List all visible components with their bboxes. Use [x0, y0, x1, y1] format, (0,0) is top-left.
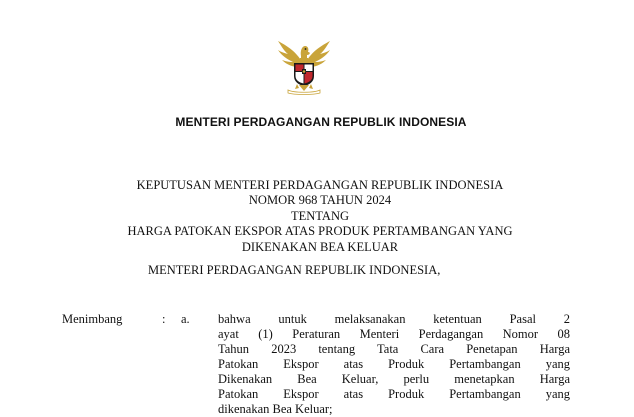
ministry-header: MENTERI PERDAGANGAN REPUBLIK INDONESIA: [175, 115, 467, 129]
consideration-text-line: Tahun 2023 tentang Tata Cara Penetapan Harga: [218, 342, 570, 356]
consideration-text-line: Dikenakan Bea Keluar, perlu menetapkan Harga: [218, 372, 570, 386]
opening-statement: MENTERI PERDAGANGAN REPUBLIK INDONESIA,: [148, 263, 441, 277]
consideration-text-line: dikenakan Bea Keluar;: [218, 402, 333, 416]
garuda-pancasila-emblem-icon: [274, 38, 334, 96]
consideration-label: Menimbang: [62, 312, 123, 326]
decree-number: NOMOR 968 TAHUN 2024: [248, 193, 392, 208]
consideration-text-line: bahwa untuk melaksanakan ketentuan Pasal 2: [218, 312, 570, 326]
decree-heading: [0, 178, 634, 255]
decree-title: KEPUTUSAN MENTERI PERDAGANGAN REPUBLIK INDONESIA: [136, 178, 504, 192]
consideration-item-letter: a.: [181, 312, 190, 326]
decree-subject-line-1: HARGA PATOKAN EKSPOR ATAS PRODUK PERTAMBANGAN YANG: [127, 224, 513, 239]
consideration-text-line: Patokan Ekspor atas Produk Pertambangan yang: [218, 387, 570, 401]
consideration-text-line: ayat (1) Peraturan Menteri Perdagangan Nomor 08: [218, 327, 570, 341]
consideration-colon: :: [162, 312, 166, 326]
decree-subject-line-2: DIKENAKAN BEA KELUAR: [241, 239, 399, 254]
consideration-item-text: [218, 312, 570, 417]
consideration-text-line: Patokan Ekspor atas Produk Pertambangan yang: [218, 357, 570, 371]
decree-about: TENTANG: [290, 208, 349, 223]
